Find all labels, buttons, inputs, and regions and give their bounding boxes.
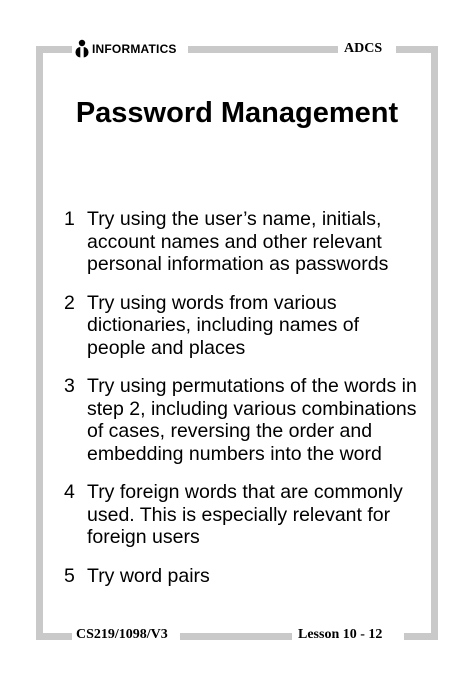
brand-name: INFORMATICS <box>92 42 177 56</box>
list-item <box>60 481 420 549</box>
brand-logo <box>73 39 177 59</box>
page-title: Password Management <box>75 97 399 129</box>
item-text: Try foreign words that are commonly used. This is especially relevant for foreign users <box>87 481 403 548</box>
item-number: 5 <box>64 564 75 587</box>
course-code: ADCS <box>344 41 383 56</box>
steps-list <box>60 208 420 603</box>
item-text: Try using words from various dictionaries, including names of people and places <box>87 291 360 359</box>
list-item <box>60 208 420 276</box>
item-number: 2 <box>64 291 75 314</box>
item-text: Try using permutations of the words in step 2, including various combinations of cases, reversing the order and embedding numbers into the word <box>87 375 417 465</box>
frame-left <box>36 46 43 640</box>
item-number: 1 <box>64 208 75 230</box>
list-item <box>60 375 420 465</box>
informatics-logo-icon <box>73 39 91 59</box>
item-text: Try word pairs <box>87 564 210 587</box>
frame-right <box>431 46 438 640</box>
frame-bottom-middle <box>180 633 292 640</box>
footer-code: CS219/1098/V3 <box>76 627 168 642</box>
item-number: 4 <box>64 481 75 503</box>
item-text: Try using the user’s name, initials, account names and other relevant personal information as passwords <box>87 208 389 275</box>
list-item <box>60 565 420 588</box>
list-item <box>60 292 420 360</box>
frame-bottom-left <box>36 633 72 640</box>
frame-top-middle <box>188 46 338 53</box>
frame-bottom-right <box>404 633 438 640</box>
item-number: 3 <box>64 375 75 397</box>
footer-lesson: Lesson 10 - 12 <box>298 627 383 642</box>
